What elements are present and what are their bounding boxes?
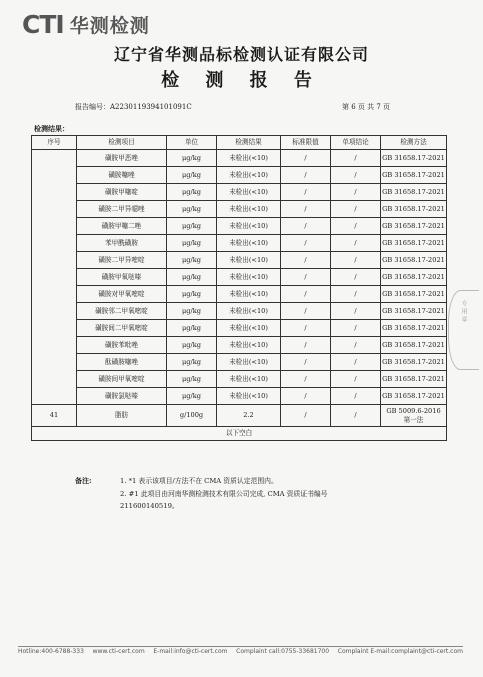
table-row	[32, 388, 447, 405]
table-row	[32, 201, 447, 218]
row-unit: μg/kg	[167, 218, 217, 235]
notes-label: 备注:	[75, 476, 92, 485]
row-unit: μg/kg	[167, 320, 217, 337]
row-unit: μg/kg	[167, 235, 217, 252]
row-conclusion: /	[331, 286, 381, 303]
footer-hotline: Hotline:400-6788-333	[18, 648, 84, 655]
table-row	[32, 286, 447, 303]
row-limit: /	[281, 337, 331, 354]
table-row	[32, 354, 447, 371]
row-limit: /	[281, 371, 331, 388]
blank-row	[32, 427, 447, 441]
table-row	[32, 218, 447, 235]
row-conclusion: /	[331, 388, 381, 405]
table-row	[32, 235, 447, 252]
footer	[18, 648, 463, 655]
seal-stamp-text: 专用章	[460, 300, 467, 324]
row-method: GB 31658.17-2021	[381, 269, 447, 286]
header-result: 检测结果	[217, 136, 281, 150]
row-conclusion: /	[331, 218, 381, 235]
row-result: 未检出(<10)	[217, 303, 281, 320]
footer-website: www.cti-cert.com	[92, 648, 145, 655]
method-line-2: 第一法	[403, 415, 424, 424]
row-result: 未检出(<10)	[217, 167, 281, 184]
row-limit: /	[281, 150, 331, 167]
row-conclusion: /	[331, 235, 381, 252]
row-item: 磺胺氯哒嗪	[77, 388, 167, 405]
row-item: 磺胺二甲异噁唑	[77, 201, 167, 218]
row-result: 未检出(<10)	[217, 371, 281, 388]
row-item: 磺胺间甲氧嘧啶	[77, 371, 167, 388]
footer-divider	[18, 646, 463, 647]
row-conclusion: /	[331, 167, 381, 184]
row-no: 41	[32, 405, 77, 427]
table-row	[32, 405, 447, 427]
row-conclusion: /	[331, 201, 381, 218]
row-limit: /	[281, 235, 331, 252]
row-limit: /	[281, 218, 331, 235]
row-limit: /	[281, 320, 331, 337]
row-result: 未检出(<10)	[217, 218, 281, 235]
row-unit: μg/kg	[167, 337, 217, 354]
row-conclusion: /	[331, 320, 381, 337]
row-item: 酞磺胺噻唑	[77, 354, 167, 371]
row-method	[381, 405, 447, 427]
row-unit: μg/kg	[167, 167, 217, 184]
row-item: 磺胺甲噻二唑	[77, 218, 167, 235]
row-limit: /	[281, 252, 331, 269]
method-line-1: GB 5009.6-2016	[386, 406, 441, 415]
row-unit: μg/kg	[167, 354, 217, 371]
row-limit: /	[281, 388, 331, 405]
table-row	[32, 337, 447, 354]
row-method: GB 31658.17-2021	[381, 388, 447, 405]
table-row	[32, 320, 447, 337]
row-result: 未检出(<10)	[217, 150, 281, 167]
report-number: 报告编号：A2230119394101091C	[75, 103, 192, 111]
header-no: 序号	[32, 136, 77, 150]
row-result: 未检出(<10)	[217, 337, 281, 354]
row-result: 未检出(<10)	[217, 320, 281, 337]
table-row	[32, 167, 447, 184]
row-limit: /	[281, 167, 331, 184]
row-result: 未检出(<10)	[217, 184, 281, 201]
row-method: GB 31658.17-2021	[381, 235, 447, 252]
row-item: 磺胺甲噻啶	[77, 184, 167, 201]
row-method: GB 31658.17-2021	[381, 337, 447, 354]
logo-text: 华测检测	[69, 14, 150, 37]
row-item: 脂肪	[77, 405, 167, 427]
table-body	[32, 150, 447, 441]
row-conclusion: /	[331, 184, 381, 201]
row-item: 磺胺对甲氧嘧啶	[77, 286, 167, 303]
report-title: 检 测 报 告	[161, 70, 322, 91]
note-1: 1. *1 表示该项目/方法不在 CMA 资质认定范围内。	[120, 477, 278, 485]
footer-complaint-email: Complaint E-mail:complaint@cti-cert.com	[337, 648, 463, 655]
row-limit: /	[281, 286, 331, 303]
row-item: 磺胺苯吡唑	[77, 337, 167, 354]
row-unit: μg/kg	[167, 252, 217, 269]
row-unit: g/100g	[167, 405, 217, 427]
row-method: GB 31658.17-2021	[381, 201, 447, 218]
blank-text: 以下空白	[32, 427, 447, 441]
row-result: 未检出(<10)	[217, 235, 281, 252]
page-number: 第 6 页 共 7 页	[342, 103, 391, 111]
footer-complaint-call: Complaint call:0755-33681700	[236, 648, 330, 655]
row-method: GB 31658.17-2021	[381, 252, 447, 269]
footer-email: E-mail:info@cti-cert.com	[153, 648, 228, 655]
row-method: GB 31658.17-2021	[381, 150, 447, 167]
row-result: 2.2	[217, 405, 281, 427]
table-row	[32, 303, 447, 320]
row-result: 未检出(<10)	[217, 286, 281, 303]
row-item: 磺胺甲氧哒嗪	[77, 269, 167, 286]
row-method: GB 31658.17-2021	[381, 320, 447, 337]
row-method: GB 31658.17-2021	[381, 167, 447, 184]
header-limit: 标准限值	[281, 136, 331, 150]
row-item: 磺胺噻唑	[77, 167, 167, 184]
results-label: 检测结果：	[34, 124, 69, 133]
row-item: 磺胺间二甲氧嘧啶	[77, 320, 167, 337]
row-limit: /	[281, 405, 331, 427]
row-unit: μg/kg	[167, 150, 217, 167]
row-unit: μg/kg	[167, 269, 217, 286]
note-3: 211600140519。	[120, 502, 179, 510]
row-limit: /	[281, 201, 331, 218]
company-logo	[22, 10, 150, 38]
row-limit: /	[281, 354, 331, 371]
row-result: 未检出(<10)	[217, 388, 281, 405]
row-unit: μg/kg	[167, 201, 217, 218]
row-method: GB 31658.17-2021	[381, 354, 447, 371]
table-row	[32, 269, 447, 286]
row-unit: μg/kg	[167, 388, 217, 405]
row-item: 磺胺二甲异嘧啶	[77, 252, 167, 269]
table-row	[32, 252, 447, 269]
row-result: 未检出(<10)	[217, 269, 281, 286]
row-unit: μg/kg	[167, 371, 217, 388]
row-conclusion: /	[331, 303, 381, 320]
row-result: 未检出(<10)	[217, 354, 281, 371]
row-limit: /	[281, 269, 331, 286]
company-name: 辽宁省华测品标检测认证有限公司	[113, 45, 369, 64]
results-table	[31, 135, 447, 441]
row-no	[32, 150, 77, 405]
row-method: GB 31658.17-2021	[381, 303, 447, 320]
row-conclusion: /	[331, 405, 381, 427]
row-method: GB 31658.17-2021	[381, 184, 447, 201]
row-method: GB 31658.17-2021	[381, 286, 447, 303]
row-unit: μg/kg	[167, 303, 217, 320]
row-limit: /	[281, 184, 331, 201]
row-method: GB 31658.17-2021	[381, 371, 447, 388]
row-conclusion: /	[331, 337, 381, 354]
row-conclusion: /	[331, 252, 381, 269]
row-conclusion: /	[331, 354, 381, 371]
row-conclusion: /	[331, 269, 381, 286]
table-row	[32, 184, 447, 201]
header-unit: 单位	[167, 136, 217, 150]
row-item: 苯甲酰磺胺	[77, 235, 167, 252]
header-method: 检测方法	[381, 136, 447, 150]
row-result: 未检出(<10)	[217, 201, 281, 218]
table-row	[32, 371, 447, 388]
row-item: 磺胺邻二甲氧嘧啶	[77, 303, 167, 320]
row-item: 磺胺甲恶唑	[77, 150, 167, 167]
row-unit: μg/kg	[167, 184, 217, 201]
note-2: 2. #1 此项目由河南华测检测技术有限公司完成, CMA 资质证书编号	[120, 490, 328, 498]
table-header-row	[32, 136, 447, 150]
row-conclusion: /	[331, 371, 381, 388]
header-conclusion: 单项结论	[331, 136, 381, 150]
row-limit: /	[281, 303, 331, 320]
row-conclusion: /	[331, 150, 381, 167]
row-method: GB 31658.17-2021	[381, 218, 447, 235]
table-row	[32, 150, 447, 167]
header-item: 检测项目	[77, 136, 167, 150]
logo-mark: CTI	[22, 9, 64, 39]
row-unit: μg/kg	[167, 286, 217, 303]
row-result: 未检出(<10)	[217, 252, 281, 269]
